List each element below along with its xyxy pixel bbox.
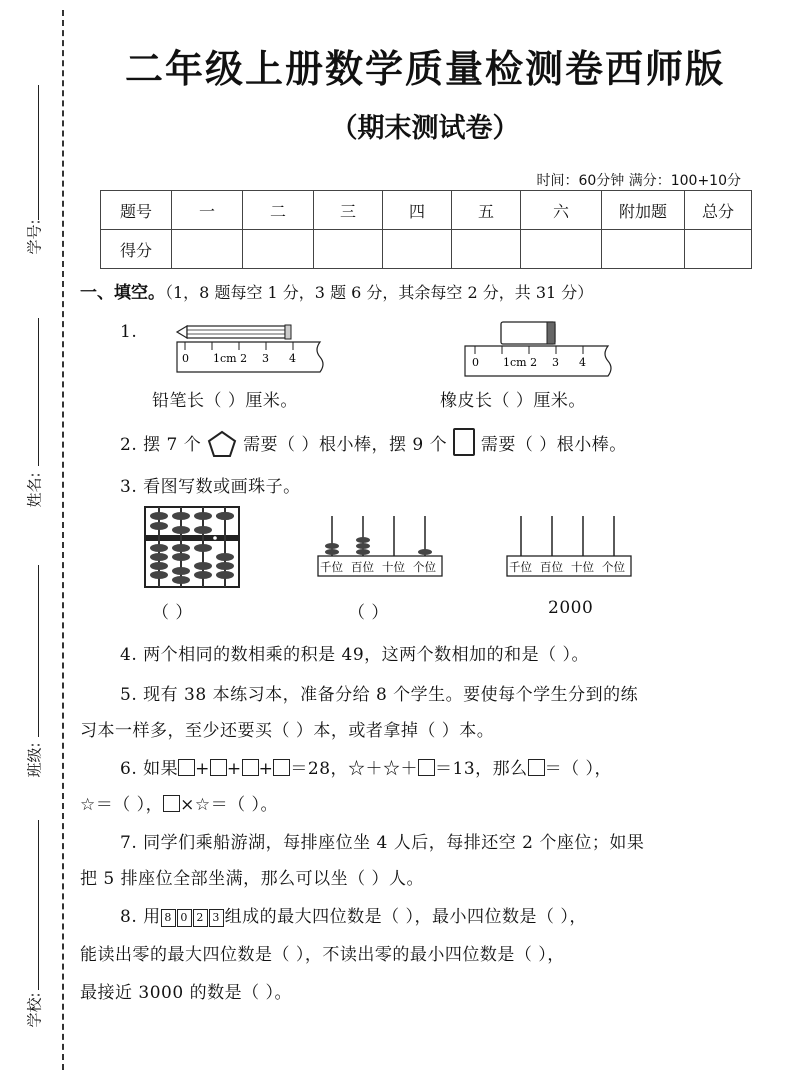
q3-answer-2[interactable]: （ ） bbox=[348, 603, 389, 623]
q6-line1 bbox=[120, 754, 612, 779]
name-label: 姓名: bbox=[25, 472, 44, 508]
q5-line2: 习本一样多，至少还要买（ ）本，或者拿掉（ ）本。 bbox=[80, 721, 495, 741]
class-label: 班级: bbox=[25, 742, 44, 778]
ruler-right-tick-2: 3 bbox=[552, 356, 559, 369]
place-label-ones: 个位 bbox=[602, 560, 625, 574]
ruler-right-tick-1: 1cm 2 bbox=[503, 356, 538, 369]
square-icon bbox=[453, 428, 475, 456]
q2 bbox=[120, 428, 627, 458]
plus-sign: + bbox=[195, 759, 210, 779]
place-label-thousands: 千位 bbox=[509, 560, 532, 574]
place-label-hundreds: 百位 bbox=[540, 560, 563, 574]
plus-sign: + bbox=[258, 759, 274, 779]
class-line bbox=[38, 565, 39, 737]
score-input-cell[interactable] bbox=[383, 230, 452, 269]
score-row-label: 得分 bbox=[101, 230, 172, 269]
ruler-right-tick-3: 4 bbox=[579, 356, 586, 369]
q7-line1: 7. 同学们乘船游湖，每排座位坐 4 人后，每排还空 2 个座位；如果 bbox=[120, 833, 645, 853]
q5-line1: 5. 现有 38 本练习本，准备分给 8 个学生。要使每个学生分到的练 bbox=[120, 685, 639, 705]
ruler-left-tick-0: 0 bbox=[182, 352, 189, 365]
q4-text: 4. 两个相同的数相乘的积是 49，这两个数相加的和是（ ）。 bbox=[120, 645, 590, 665]
score-cell: 总分 bbox=[685, 191, 752, 230]
school-label: 学校: bbox=[25, 992, 44, 1028]
pencil-icon bbox=[177, 325, 291, 339]
square-symbol bbox=[528, 759, 545, 776]
digit-card: 2 bbox=[193, 909, 208, 927]
score-input-cell[interactable] bbox=[521, 230, 602, 269]
digit-card: 0 bbox=[177, 909, 192, 927]
digit-card: 8 bbox=[161, 909, 176, 927]
time-info: 时间：60分钟 满分：100+10分 bbox=[536, 173, 741, 189]
square-symbol bbox=[178, 759, 195, 776]
page-subtitle: （期末测试卷） bbox=[330, 113, 520, 144]
pencil-ruler-figure bbox=[175, 318, 335, 376]
q2-part3: 需要（ ）根小棒。 bbox=[480, 435, 627, 455]
score-input-cell[interactable] bbox=[602, 230, 685, 269]
q3-answer-1[interactable]: （ ） bbox=[152, 603, 193, 623]
score-cell: 四 bbox=[383, 191, 452, 230]
place-label-ones: 个位 bbox=[413, 560, 436, 574]
eraser-ruler-figure bbox=[463, 318, 623, 380]
score-cell: 题号 bbox=[101, 191, 172, 230]
abacus-figure bbox=[143, 505, 243, 590]
student-id-label: 学号: bbox=[25, 219, 44, 255]
plus-sign: + bbox=[226, 759, 242, 779]
ruler-left-tick-2: 3 bbox=[262, 352, 269, 365]
section-note: （1，8 题每空 1 分，3 题 6 分，其余每空 2 分，共 31 分） bbox=[165, 283, 594, 302]
q8-line2: 能读出零的最大四位数是（ ），不读出零的最小四位数是（ ）， bbox=[80, 945, 565, 965]
q8-prefix: 8. 用 bbox=[120, 907, 161, 927]
ruler-left bbox=[177, 342, 323, 372]
q6-star-blank: ☆＝（ ）， bbox=[80, 795, 164, 815]
q6-line2 bbox=[80, 790, 278, 815]
ruler-right-tick-0: 0 bbox=[472, 356, 479, 369]
ruler-right bbox=[465, 346, 611, 376]
section-title: 一、填空。 bbox=[80, 283, 165, 303]
digit-card: 3 bbox=[209, 909, 224, 927]
score-table-score-row bbox=[101, 230, 752, 269]
eraser-icon bbox=[501, 322, 555, 344]
score-cell: 五 bbox=[452, 191, 521, 230]
q6-square-blank: ＝（ ）， bbox=[544, 759, 613, 779]
student-id-line bbox=[38, 85, 39, 220]
square-symbol bbox=[163, 795, 180, 812]
square-symbol bbox=[210, 759, 227, 776]
section-heading bbox=[80, 278, 593, 303]
square-symbol bbox=[273, 759, 290, 776]
counter-frame-1 bbox=[316, 512, 446, 580]
pencil-length-question: 铅笔长（ ）厘米。 bbox=[152, 391, 298, 411]
score-input-cell[interactable] bbox=[452, 230, 521, 269]
place-label-hundreds: 百位 bbox=[351, 560, 374, 574]
place-label-tens: 十位 bbox=[571, 560, 594, 574]
score-input-cell[interactable] bbox=[314, 230, 383, 269]
score-input-cell[interactable] bbox=[172, 230, 243, 269]
q2-part1: 2. 摆 7 个 bbox=[120, 435, 202, 455]
q3-given-number: 2000 bbox=[548, 598, 594, 618]
q8-line1 bbox=[120, 902, 587, 927]
score-input-cell[interactable] bbox=[243, 230, 314, 269]
score-cell: 附加题 bbox=[602, 191, 685, 230]
score-table-header-row bbox=[101, 191, 752, 230]
digit-cards bbox=[161, 907, 225, 927]
score-cell: 二 bbox=[243, 191, 314, 230]
q1-number: 1. bbox=[120, 322, 138, 342]
ruler-left-tick-3: 4 bbox=[289, 352, 296, 365]
score-input-cell[interactable] bbox=[685, 230, 752, 269]
q6-eq28: ＝28，☆＋☆＋ bbox=[290, 759, 419, 779]
square-symbol bbox=[418, 759, 435, 776]
q2-part2: 需要（ ）根小棒，摆 9 个 bbox=[243, 435, 448, 455]
counter-frame-2[interactable] bbox=[505, 512, 635, 580]
place-label-tens: 十位 bbox=[382, 560, 405, 574]
score-table bbox=[100, 190, 752, 269]
score-cell: 三 bbox=[314, 191, 383, 230]
eraser-length-question: 橡皮长（ ）厘米。 bbox=[440, 391, 586, 411]
name-line bbox=[38, 318, 39, 466]
score-cell: 六 bbox=[521, 191, 602, 230]
q6-product-blank: ×☆＝（ ）。 bbox=[180, 795, 279, 815]
score-cell: 一 bbox=[172, 191, 243, 230]
pentagon-icon bbox=[207, 430, 237, 458]
q8-line3: 最接近 3000 的数是（ ）。 bbox=[80, 983, 292, 1003]
q7-line2: 把 5 排座位全部坐满，那么可以坐（ ）人。 bbox=[80, 869, 425, 889]
q6-prefix: 6. 如果 bbox=[120, 759, 179, 779]
ruler-left-tick-1: 1cm 2 bbox=[213, 352, 248, 365]
q6-eq13: ＝13，那么 bbox=[435, 759, 528, 779]
square-symbol bbox=[242, 759, 259, 776]
place-label-thousands: 千位 bbox=[320, 560, 343, 574]
school-line bbox=[38, 820, 39, 990]
binding-margin bbox=[0, 0, 70, 1072]
q8-line1-rest: 组成的最大四位数是（ ），最小四位数是（ ）， bbox=[224, 907, 587, 927]
cut-line bbox=[62, 10, 64, 1070]
q3-text: 3. 看图写数或画珠子。 bbox=[120, 477, 301, 497]
page-title: 二年级上册数学质量检测卷西师版 bbox=[124, 47, 725, 91]
